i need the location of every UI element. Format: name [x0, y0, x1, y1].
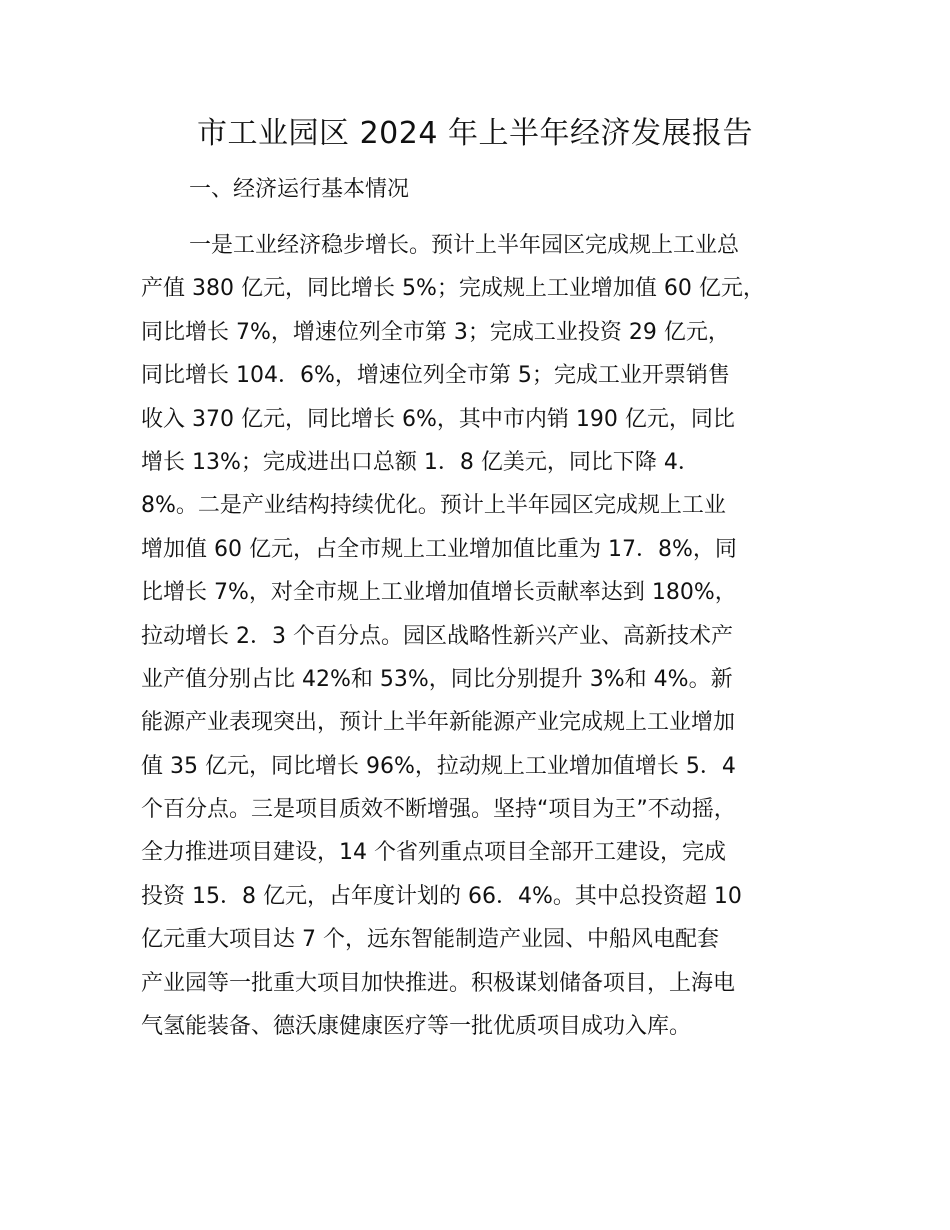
paragraph-line: 比增长 7%，对全市规上工业增加值增长贡献率达到 180%， — [141, 580, 737, 606]
paragraph-line: 亿元重大项目达 7 个，远东智能制造产业园、中船风电配套 — [141, 927, 719, 953]
paragraph-line: 8%。二是产业结构持续优化。预计上半年园区完成规上工业 — [141, 493, 726, 519]
paragraph-line: 投资 15．8 亿元，占年度计划的 66．4%。其中总投资超 10 — [141, 883, 742, 909]
paragraph-line: 增加值 60 亿元，占全市规上工业增加值比重为 17．8%，同 — [141, 536, 737, 562]
section-heading: 一、经济运行基本情况 — [189, 177, 410, 202]
paragraph-line: 能源产业表现突出，预计上半年新能源产业完成规上工业增加 — [141, 710, 736, 736]
paragraph-line: 个百分点。三是项目质效不断增强。坚持“项目为王”不动摇， — [141, 797, 736, 823]
body-paragraph — [141, 224, 841, 1048]
paragraph-line: 产业园等一批重大项目加快推进。积极谋划储备项目，上海电 — [141, 970, 736, 996]
paragraph-line: 全力推进项目建设，14 个省列重点项目全部开工建设，完成 — [141, 840, 726, 866]
paragraph-line: 同比增长 7%，增速位列全市第 3；完成工业投资 29 亿元， — [141, 319, 730, 345]
paragraph-line: 业产值分别占比 42%和 53%，同比分别提升 3%和 4%。新 — [141, 666, 733, 692]
paragraph-line: 收入 370 亿元，同比增长 6%，其中市内销 190 亿元，同比 — [141, 406, 735, 432]
paragraph-line: 气氢能装备、德沃康健康医疗等一批优质项目成功入库。 — [141, 1014, 692, 1040]
paragraph-line: 一是工业经济稳步增长。预计上半年园区完成规上工业总 — [189, 233, 740, 258]
paragraph-line: 增长 13%；完成进出口总额 1．8 亿美元，同比下降 4． — [141, 449, 700, 475]
document-title: 市工业园区 2024 年上半年经济发展报告 — [197, 116, 753, 151]
paragraph-line: 拉动增长 2．3 个百分点。园区战略性新兴产业、高新技术产 — [141, 623, 733, 649]
paragraph-line: 同比增长 104．6%，增速位列全市第 5；完成工业开票销售 — [141, 363, 730, 389]
paragraph-line: 值 35 亿元，同比增长 96%，拉动规上工业增加值增长 5．4 — [141, 753, 736, 779]
paragraph-line: 产值 380 亿元，同比增长 5%；完成规上工业增加值 60 亿元， — [141, 276, 765, 302]
